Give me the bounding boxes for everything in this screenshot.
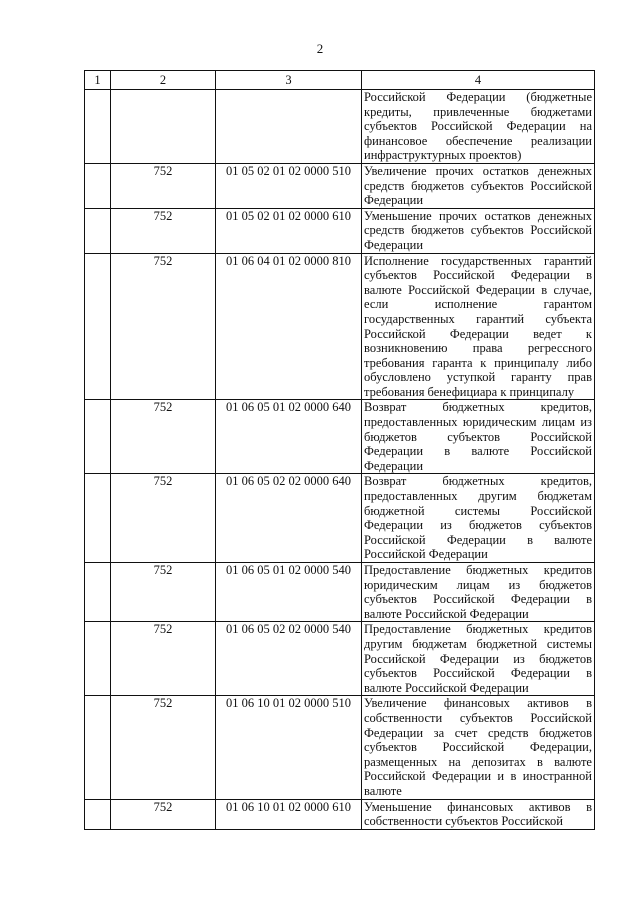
admin-code-cell: 752 <box>111 474 216 563</box>
admin-code-cell <box>111 90 216 164</box>
row-number-cell <box>85 799 111 829</box>
table-row <box>85 622 595 696</box>
budget-code-cell: 01 06 05 02 02 0000 540 <box>216 622 362 696</box>
budget-code-cell: 01 06 10 01 02 0000 610 <box>216 799 362 829</box>
row-number-cell <box>85 622 111 696</box>
row-number-cell <box>85 163 111 208</box>
admin-code-cell: 752 <box>111 799 216 829</box>
budget-code-cell: 01 06 05 02 02 0000 640 <box>216 474 362 563</box>
table-row <box>85 253 595 400</box>
description-cell: Российской Федерации (бюджетные кредиты, привлеченные бюджетами субъектов Российской Федерации на финансовое обеспечение реализации инфраструктурных проектов) <box>362 90 595 164</box>
row-number-cell <box>85 563 111 622</box>
description-cell: Предоставление бюджетных кредитов юридическим лицам из бюджетов субъектов Российской Федерации в валюте Российской Федерации <box>362 563 595 622</box>
description-cell: Исполнение государственных гарантий субъектов Российской Федерации в валюте Российской Федерации в случае, если исполнение гарантом государственных гарантий субъекта Российской Федерации ведет к возникновению права регрессного требования гаранта к принципалу либо обусловлено уступкой гаранту прав требования бенефициара к принципалу <box>362 253 595 400</box>
budget-codes-table <box>84 70 595 830</box>
column-header-4: 4 <box>362 71 595 90</box>
admin-code-cell: 752 <box>111 163 216 208</box>
table-row <box>85 563 595 622</box>
admin-code-cell: 752 <box>111 208 216 253</box>
budget-code-cell: 01 05 02 01 02 0000 610 <box>216 208 362 253</box>
admin-code-cell: 752 <box>111 400 216 474</box>
budget-code-cell: 01 06 04 01 02 0000 810 <box>216 253 362 400</box>
row-number-cell <box>85 474 111 563</box>
budget-code-cell: 01 06 05 01 02 0000 540 <box>216 563 362 622</box>
description-cell: Увеличение прочих остатков денежных средств бюджетов субъектов Российской Федерации <box>362 163 595 208</box>
column-header-3: 3 <box>216 71 362 90</box>
table-row <box>85 696 595 799</box>
table-header-row <box>85 71 595 90</box>
table-row <box>85 163 595 208</box>
admin-code-cell: 752 <box>111 253 216 400</box>
table-row <box>85 799 595 829</box>
description-cell: Возврат бюджетных кредитов, предоставленных юридическим лицам из бюджетов субъектов Российской Федерации в валюте Российской Федерации <box>362 400 595 474</box>
column-header-1: 1 <box>85 71 111 90</box>
budget-code-cell <box>216 90 362 164</box>
admin-code-cell: 752 <box>111 563 216 622</box>
row-number-cell <box>85 696 111 799</box>
admin-code-cell: 752 <box>111 622 216 696</box>
row-number-cell <box>85 208 111 253</box>
description-cell: Предоставление бюджетных кредитов другим бюджетам бюджетной системы Российской Федерации из бюджетов субъектов Российской Федерации в валюте Российской Федерации <box>362 622 595 696</box>
description-cell: Увеличение финансовых активов в собственности субъектов Российской Федерации за счет средств бюджетов субъектов Российской Федерации, размещенных на депозитах в валюте Российской Федерации и в иностранной валюте <box>362 696 595 799</box>
description-cell: Уменьшение прочих остатков денежных средств бюджетов субъектов Российской Федерации <box>362 208 595 253</box>
row-number-cell <box>85 253 111 400</box>
column-header-2: 2 <box>111 71 216 90</box>
row-number-cell <box>85 90 111 164</box>
description-cell: Возврат бюджетных кредитов, предоставленных другим бюджетам бюджетной системы Российской Федерации из бюджетов субъектов Российской Федерации в валюте Российской Федерации <box>362 474 595 563</box>
budget-code-cell: 01 05 02 01 02 0000 510 <box>216 163 362 208</box>
table-row <box>85 90 595 164</box>
table-row <box>85 474 595 563</box>
table-row <box>85 400 595 474</box>
admin-code-cell: 752 <box>111 696 216 799</box>
budget-code-cell: 01 06 10 01 02 0000 510 <box>216 696 362 799</box>
description-cell: Уменьшение финансовых активов в собственности субъектов Российской <box>362 799 595 829</box>
budget-code-cell: 01 06 05 01 02 0000 640 <box>216 400 362 474</box>
row-number-cell <box>85 400 111 474</box>
page-number: 2 <box>316 41 324 56</box>
table-row <box>85 208 595 253</box>
